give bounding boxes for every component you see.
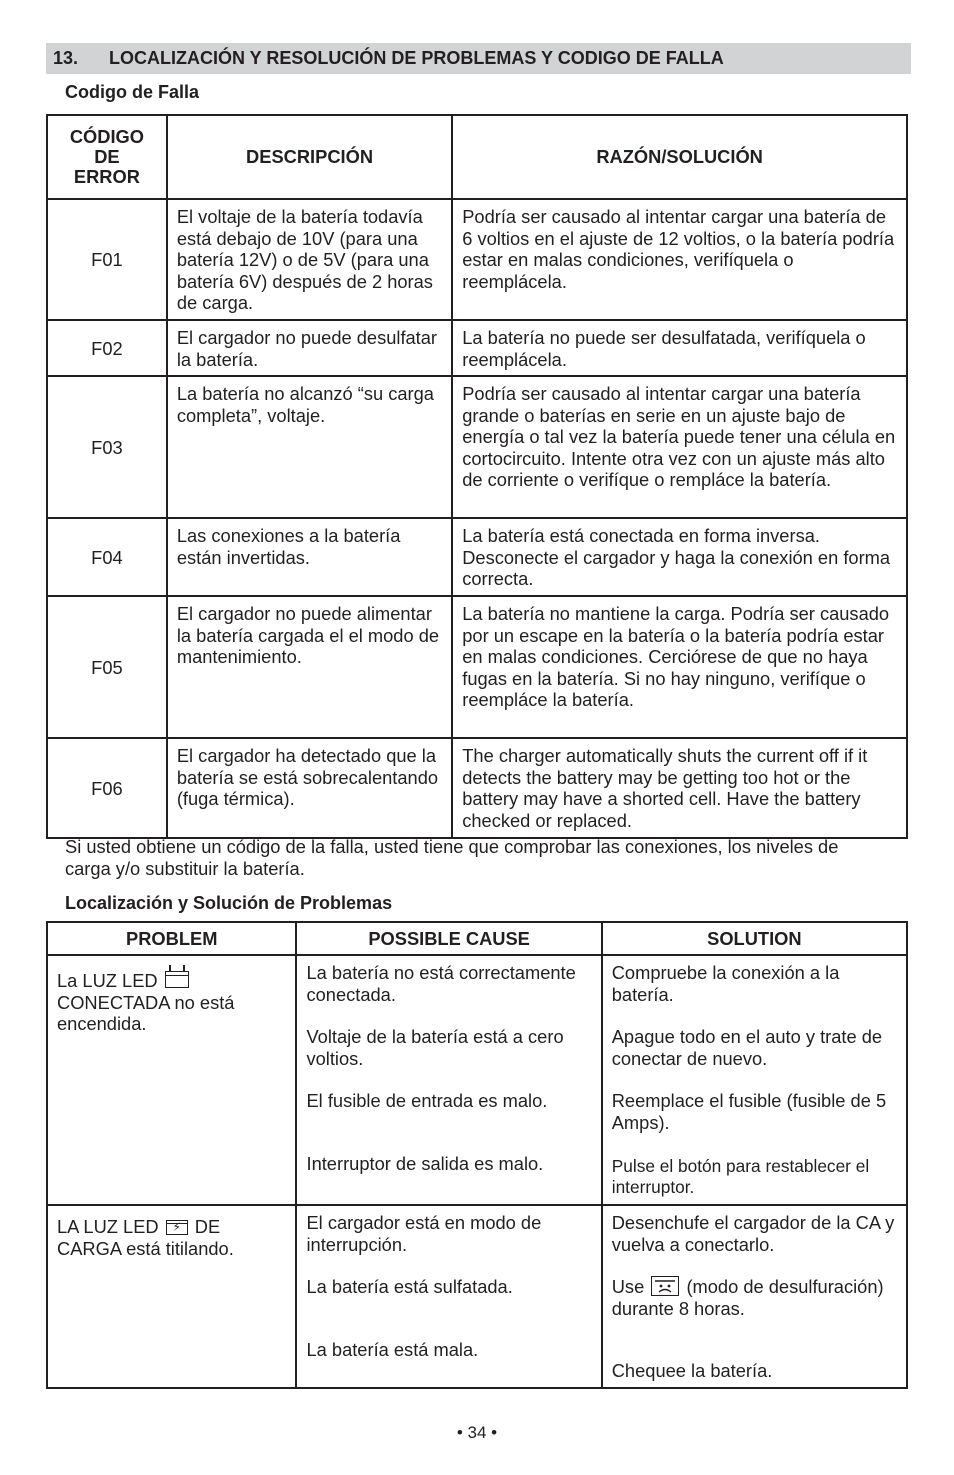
section-title: LOCALIZACIÓN Y RESOLUCIÓN DE PROBLEMAS Y CODIGO DE FALLA [109, 48, 724, 68]
solution-item: Compruebe la conexión a la batería. [611, 962, 840, 1005]
solution-item: Pulse el botón para restablecer el interruptor. [611, 1156, 870, 1197]
table-row [47, 955, 907, 1205]
table-row [47, 376, 907, 518]
error-code: F04 [47, 518, 167, 596]
fault-code-heading: Codigo de Falla [65, 82, 200, 102]
cause-item: Voltaje de la batería está a cero voltios. [306, 1026, 564, 1069]
header-code-line: ERROR [73, 166, 140, 187]
error-description: La batería no alcanzó “su carga completa”, voltaje. [167, 376, 452, 518]
error-code: F06 [47, 738, 167, 838]
cause-item: El cargador está en modo de interrupción. [306, 1212, 542, 1255]
error-code: F03 [47, 376, 167, 518]
battery-connected-icon [165, 971, 189, 988]
cause-item: La batería está mala. [306, 1338, 479, 1360]
problem-text: CONECTADA no está encendida. [57, 991, 235, 1034]
error-description: El voltaje de la batería todavía está debajo de 10V (para una batería 12V) o de 5V (para una batería 6V) después de 2 horas de carga. [167, 199, 452, 320]
table-row [47, 199, 907, 320]
solution-item: Chequee la batería. [611, 1360, 773, 1381]
error-description: El cargador no puede alimentar la batería cargada el el modo de mantenimiento. [167, 596, 452, 738]
cause-item: Interruptor de salida es malo. [306, 1152, 544, 1174]
error-solution: La batería no mantiene la carga. Podría ser causado por un escape en la batería o la batería podría estar en malas condiciones. Cerciórese de que no haya fugas en la batería. Si no hay ninguno, verifíque o reempláce la batería. [452, 596, 907, 738]
table-row [47, 320, 907, 376]
problem-cell [47, 1205, 296, 1388]
error-code: F05 [47, 596, 167, 738]
table-row [47, 596, 907, 738]
header-code-line: CÓDIGO [69, 126, 144, 147]
table-row [47, 1205, 907, 1388]
solution-cell [602, 1205, 907, 1388]
table-row [47, 518, 907, 596]
cause-item: La batería está sulfatada. [306, 1276, 513, 1297]
cause-item: El fusible de entrada es malo. [306, 1090, 548, 1111]
troubleshooting-heading: Localización y Solución de Problemas [65, 893, 393, 913]
desulfation-mode-icon [651, 1276, 679, 1296]
trouble-table-header-row [47, 922, 907, 955]
header-solution: SOLUTION [602, 922, 907, 955]
solution-cell [602, 955, 907, 1205]
solution-item [612, 1276, 897, 1319]
cause-item: La batería no está correctamente conectada. [306, 962, 576, 1005]
error-code: F02 [47, 320, 167, 376]
header-problem: PROBLEM [47, 922, 296, 955]
problem-text: LA LUZ LED [57, 1216, 159, 1237]
section-header [46, 43, 911, 74]
error-description: El cargador ha detectado que la batería se está sobrecalentando (fuga térmica). [167, 738, 452, 838]
header-code-line: DE [94, 146, 120, 167]
fault-table-header-row [47, 115, 907, 199]
error-solution: Podría ser causado al intentar cargar una batería de 6 voltios en el ajuste de 12 voltios, o la batería podría estar en malas condiciones, verifíquela o reemplácela. [452, 199, 907, 320]
header-description: DESCRIPCIÓN [167, 115, 452, 199]
cause-cell [296, 955, 601, 1205]
fault-code-note: Si usted obtiene un código de la falla, usted tiene que comprobar las conexiones, los niveles de carga y/o substituir la batería. [65, 836, 839, 879]
header-reason-solution: RAZÓN/SOLUCIÓN [452, 115, 907, 199]
error-solution: La batería está conectada en forma inversa. Desconecte el cargador y haga la conexión en forma correcta. [452, 518, 907, 596]
solution-text: Use [611, 1276, 645, 1297]
error-code: F01 [47, 199, 167, 320]
section-number: 13. [53, 48, 79, 68]
solution-text: (modo de desulfuración) durante 8 horas. [611, 1276, 884, 1319]
fault-code-table [46, 114, 908, 839]
solution-item: Apague todo en el auto y trate de conectar de nuevo. [611, 1026, 883, 1069]
page-number: • 34 • [456, 1423, 498, 1442]
problem-cell [47, 955, 296, 1205]
error-description: El cargador no puede desulfatar la batería. [167, 320, 452, 376]
solution-item: Reemplace el fusible (fusible de 5 Amps). [611, 1090, 887, 1133]
header-possible-cause: POSSIBLE CAUSE [296, 922, 601, 955]
problem-text: DE CARGA está titilando. [57, 1216, 234, 1259]
problem-text: La LUZ LED [57, 970, 158, 991]
charging-bolt-icon: ⚡ [166, 1220, 188, 1235]
troubleshooting-table [46, 921, 908, 1389]
solution-item: Desenchufe el cargador de la CA y vuelva a conectarlo. [611, 1212, 895, 1255]
error-solution: La batería no puede ser desulfatada, verifíquela o reemplácela. [452, 320, 907, 376]
error-solution: Podría ser causado al intentar cargar una batería grande o baterías en serie en un ajuste bajo de energía o tal vez la batería puede tener una célula en cortocircuito. Intente otra vez con un ajuste más alto de corriente o verifíque o remplácе la batería. [452, 376, 907, 518]
header-error-code [47, 115, 167, 199]
error-description: Las conexiones a la batería están invertidas. [167, 518, 452, 596]
cause-cell [296, 1205, 601, 1388]
table-row [47, 738, 907, 838]
error-solution: The charger automatically shuts the current off if it detects the battery may be getting too hot or the battery may have a shorted cell. Have the battery checked or replaced. [452, 738, 907, 838]
